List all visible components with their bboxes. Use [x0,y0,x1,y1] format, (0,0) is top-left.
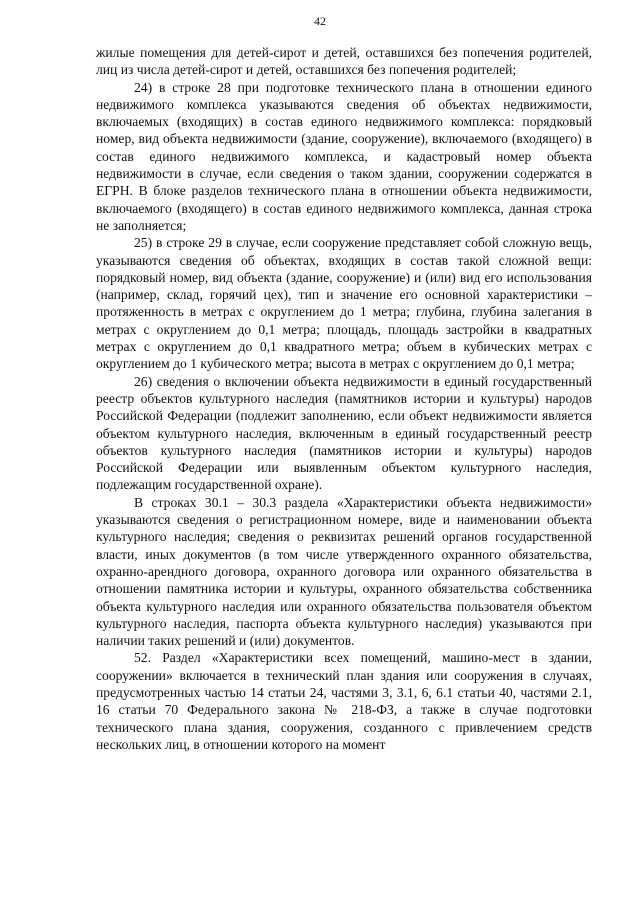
page-number: 42 [314,14,326,28]
paragraph-item-24: 24) в строке 28 при подготовке технического плана в отношении единого недвижимого комплекса указываются сведения об объектах недвижимости, включаемых (входящих) в состав единого недвижимого комплекса: порядковый номер, вид объекта недвижимости (здание, сооружение), включаемого (входящего) в состав единого недвижимого комплекса, и кадастровый номер объекта недвижимости в случае, если сведения о таком здании, сооружении содержатся в ЕГРН. В блоке разделов технического плана в отношении объекта недвижимости, включаемого (входящего) в состав единого недвижимого комплекса, данная строка не заполняется; [96,79,592,233]
document-body [96,44,592,753]
paragraph-rows-30: В строках 30.1 – 30.3 раздела «Характеристики объекта недвижимости» указываются сведения о регистрационном номере, виде и наименовании объекта культурного наследия; сведения о реквизитах решений органов государственной власти, иных документов (в том числе утвержденного охранного обязательства, охранно-арендного договора, охранного договора или охранного обязательства в отношении памятника истории и культуры, охранного обязательства собственника объекта культурного наследия или охранного обязательства пользователя объектом культурного наследия, паспорта объекта культурного наследия) указываются при наличии таких решений и (или) документов. [96,494,592,649]
paragraph-item-52: 52. Раздел «Характеристики всех помещений, машино-мест в здании, сооружении» включается в технический план здания или сооружения в случаях, предусмотренных частью 14 статьи 24, частями 3, 3.1, 6, 6.1 статьи 40, частями 2.1, 16 статьи 70 Федерального закона № 218-ФЗ, а также в случае подготовки технического плана здания, сооружения, созданного с привлечением средств нескольких лиц, в отношении которого на момент [96,650,592,752]
paragraph-item-26: 26) сведения о включении объекта недвижимости в единый государственный реестр объектов культурного наследия (памятников истории и культуры) народов Российской Федерации (подлежит заполнению, если объект недвижимости является объектом культурного наследия, включенным в единый государственный реестр объектов культурного наследия (памятников истории и культуры) народов Российской Федерации или выявленным объектом культурного наследия, подлежащим государственной охране). [96,373,592,493]
paragraph-continuation: жилые помещения для детей-сирот и детей, оставшихся без попечения родителей, лиц из числа детей-сирот и детей, оставшихся без попечения родителей; [96,45,592,78]
paragraph-item-25: 25) в строке 29 в случае, если сооружение представляет собой сложную вещь, указываются сведения об объектах, входящих в состав такой сложной вещи: порядковый номер, вид объекта (здание, сооружение) и (или) вид его использования (например, склад, горячий цех), тип и значение его основной характеристики – протяженность в метрах с округлением до 1 метра; глубина, глубина залегания в метрах с округлением до 0,1 метра; площадь, площадь застройки в квадратных метрах с округлением до 0,1 квадратного метра; объем в кубических метрах с округлением до 1 кубического метра; высота в метрах с округлением до 0,1 метра; [96,235,592,372]
